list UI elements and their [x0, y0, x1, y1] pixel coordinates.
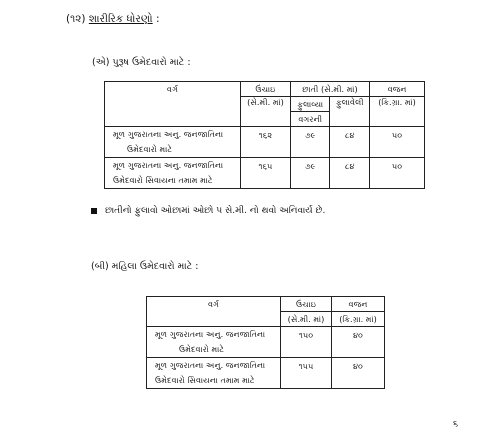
page-number: ૬ — [452, 419, 458, 429]
male-header-chest-unexpanded-1: ફુલાવ્યા — [290, 97, 330, 112]
female-row-weight: ૪૦ — [332, 327, 385, 358]
male-header-chest: છાતી (સે.મી. માં) — [290, 82, 369, 97]
male-row-chest-unexpanded: ૭૯ — [290, 158, 330, 189]
category-line-1: મૂળ ગુજરાતના અનુ. જનજાતિના — [113, 160, 224, 170]
female-heading: (બી) મહિલા ઉમેદવારો માટે : — [91, 261, 199, 272]
table-row — [105, 127, 425, 158]
note-text: છાતીનો ફુલાવો ઓછામાં ઓછો ૫ સે.મી. નો થવો અનિવાર્ય છે. — [105, 206, 326, 216]
female-header-weight-2: (કિ.ગ્રા. માં) — [332, 312, 385, 327]
male-header-height-1: ઉંચાઇ — [240, 82, 290, 97]
chest-expansion-note — [91, 206, 325, 216]
category-line-2: ઉમેદવારો માટે — [179, 344, 225, 354]
male-row-weight: ૫૦ — [370, 158, 425, 189]
section-number: (૧૨) — [66, 13, 86, 25]
female-row-height: ૧૫૦ — [281, 327, 332, 358]
male-heading: (એ) પુરૂષ ઉમેદવારો માટે : — [92, 57, 191, 68]
table-row — [147, 327, 385, 358]
female-header-height-2: (સે.મી. માં) — [281, 312, 332, 327]
section-title-text: શારીરિક ધોરણો — [88, 13, 153, 25]
table-row — [147, 358, 385, 389]
male-row-chest-expanded: ૮૪ — [330, 127, 370, 158]
section-title — [66, 13, 160, 26]
male-row-chest-unexpanded: ૭૯ — [290, 127, 330, 158]
category-line-1: મૂળ ગુજરાતના અનુ. જનજાતિના — [113, 129, 224, 139]
male-header-height-2: (સે.મી. માં) — [240, 97, 290, 127]
male-row-chest-expanded: ૮૪ — [330, 158, 370, 189]
female-row-height: ૧૫૫ — [281, 358, 332, 389]
male-row-category — [105, 127, 241, 158]
category-line-1: મૂળ ગુજરાતના અનુ. જનજાતિના — [155, 360, 266, 370]
male-row-category — [105, 158, 241, 189]
category-line-2: ઉમેદવારો માટે — [127, 144, 173, 154]
category-line-2: ઉમેદવારો સિવાયના તમામ માટે — [155, 375, 255, 385]
category-line-2: ઉમેદવારો સિવાયના તમામ માટે — [113, 175, 213, 185]
male-header-chest-expanded: ફુલાવેલી — [330, 97, 370, 127]
male-standards-table — [104, 81, 425, 189]
female-header-category: વર્ગ — [147, 297, 281, 327]
category-line-1: મૂળ ગુજરાતના અનુ. જનજાતિના — [155, 329, 266, 339]
male-header-weight-2: (કિ.ગ્રા. માં) — [370, 97, 425, 127]
female-header-height-1: ઉંચાઇ — [281, 297, 332, 312]
male-row-height: ૧૬૨ — [240, 127, 290, 158]
female-row-category — [147, 327, 281, 358]
female-standards-table — [146, 296, 385, 389]
bullet-icon — [91, 208, 97, 214]
male-header-weight-1: વજન — [370, 82, 425, 97]
male-header-category: વર્ગ — [105, 82, 241, 127]
male-row-weight: ૫૦ — [370, 127, 425, 158]
female-row-weight: ૪૦ — [332, 358, 385, 389]
male-row-height: ૧૬૫ — [240, 158, 290, 189]
male-header-chest-unexpanded-2: વગરની — [290, 112, 330, 127]
section-colon: : — [156, 13, 160, 25]
female-row-category — [147, 358, 281, 389]
female-header-weight-1: વજન — [332, 297, 385, 312]
table-row — [105, 158, 425, 189]
